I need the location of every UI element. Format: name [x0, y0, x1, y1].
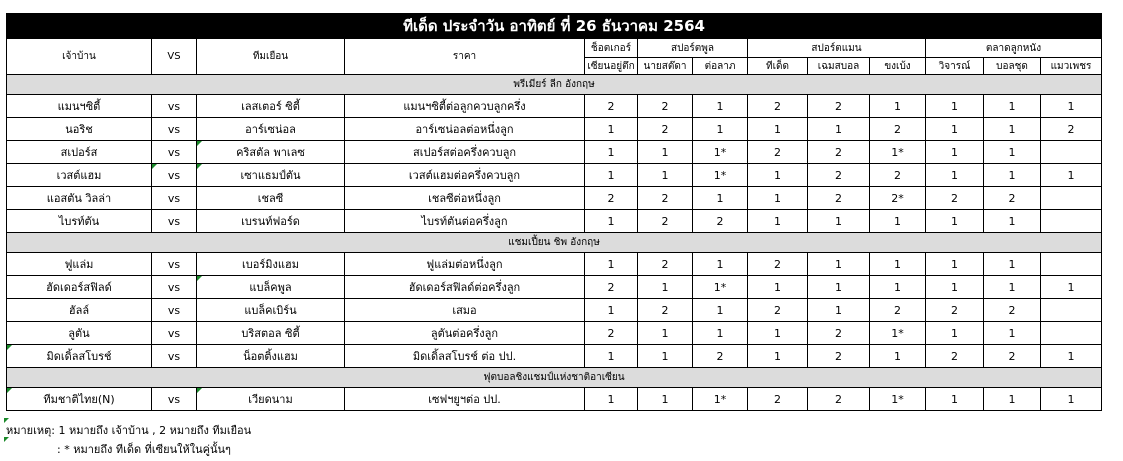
home-team: ฟูแล่ม [7, 253, 152, 276]
tip-cell: 1 [585, 345, 638, 368]
home-team: ทีมชาติไทย(N) [7, 388, 152, 411]
tip-cell: 1 [926, 141, 984, 164]
tip-cell: 1 [638, 164, 693, 187]
tip-cell: 2 [984, 345, 1041, 368]
tip-cell: 1 [808, 118, 870, 141]
tip-cell: 1 [984, 322, 1041, 345]
tip-cell: 1* [870, 141, 926, 164]
tip-cell: 2 [693, 345, 748, 368]
away-team: เบรนท์ฟอร์ด [197, 210, 345, 233]
tip-cell [1041, 187, 1102, 210]
tip-cell: 1 [870, 210, 926, 233]
away-team: เวียดนาม [197, 388, 345, 411]
price-line: อาร์เซน่อลต่อหนึ่งลูก [345, 118, 585, 141]
tip-cell: 1 [984, 164, 1041, 187]
tip-cell: 2 [585, 322, 638, 345]
tip-cell [1041, 299, 1102, 322]
tip-cell: 1 [984, 95, 1041, 118]
tip-cell: 1 [926, 388, 984, 411]
home-team: ไบรท์ตัน [7, 210, 152, 233]
tip-cell: 2 [808, 388, 870, 411]
price-line: เสมอ [345, 299, 585, 322]
tip-cell: 1 [748, 276, 808, 299]
tip-cell: 1 [585, 118, 638, 141]
header-price: ราคา [345, 39, 585, 75]
tip-cell: 1 [585, 299, 638, 322]
tip-cell: 2 [926, 299, 984, 322]
home-team: แอสตัน วิลล่า [7, 187, 152, 210]
away-team: บริสตอล ซิตี้ [197, 322, 345, 345]
match-row [7, 187, 1102, 210]
tip-cell: 2 [808, 322, 870, 345]
away-team: อาร์เซน่อล [197, 118, 345, 141]
tips-table [6, 13, 1102, 411]
tip-cell: 1* [693, 164, 748, 187]
tip-cell: 1 [748, 322, 808, 345]
vs-label: vs [152, 253, 197, 276]
vs-label: vs [152, 322, 197, 345]
page-title: ทีเด็ด ประจำวัน อาทิตย์ ที่ 26 ธันวาคม 2564 [7, 14, 1102, 39]
vs-label: vs [152, 345, 197, 368]
tip-cell: 2 [748, 253, 808, 276]
tip-cell: 1 [748, 164, 808, 187]
tip-cell: 1 [585, 164, 638, 187]
tip-cell: 1 [808, 210, 870, 233]
tip-cell: 1 [748, 345, 808, 368]
home-team: นอริช [7, 118, 152, 141]
tip-cell: 1 [1041, 345, 1102, 368]
home-team: สเปอร์ส [7, 141, 152, 164]
tip-cell: 1 [926, 95, 984, 118]
tip-cell: 2 [693, 210, 748, 233]
home-team: ฮัดเดอร์สฟิลด์ [7, 276, 152, 299]
price-line: ฟูแล่มต่อหนึ่งลูก [345, 253, 585, 276]
tip-cell: 1 [693, 322, 748, 345]
header-tipster: วิจารณ์ [926, 58, 984, 75]
tip-cell: 1 [984, 253, 1041, 276]
header-away: ทีมเยือน [197, 39, 345, 75]
price-line: เชลซีต่อหนึ่งลูก [345, 187, 585, 210]
tip-cell: 1 [1041, 276, 1102, 299]
tip-cell: 2 [638, 299, 693, 322]
price-line: ไบรท์ตันต่อครึ่งลูก [345, 210, 585, 233]
header-tipster: บอลชุด [984, 58, 1041, 75]
tip-cell [1041, 210, 1102, 233]
league-header: แชมเปี้ยน ชิพ อังกฤษ [7, 233, 1102, 253]
tip-cell: 1 [693, 95, 748, 118]
tip-cell: 2 [808, 164, 870, 187]
tip-cell: 1 [638, 322, 693, 345]
tip-cell: 2 [748, 299, 808, 322]
note-star: : * หมายถึง ทีเด็ด ที่เซียนให้ในคู่นั้นๆ [57, 443, 231, 456]
header-tipster: เซียนอยู่ตึก [585, 58, 638, 75]
tip-cell: 2 [748, 95, 808, 118]
match-row [7, 253, 1102, 276]
home-team: เวสต์แฮม [7, 164, 152, 187]
match-row [7, 95, 1102, 118]
tip-cell: 1 [926, 253, 984, 276]
tip-cell: 1 [984, 210, 1041, 233]
tip-cell: 1* [870, 388, 926, 411]
tip-cell: 2 [638, 210, 693, 233]
tip-cell: 1 [926, 210, 984, 233]
tip-cell: 1 [926, 276, 984, 299]
header-group-sportpool: สปอร์ตพูล [638, 39, 748, 58]
away-team: เลสเตอร์ ซิตี้ [197, 95, 345, 118]
tip-cell: 2 [984, 187, 1041, 210]
tip-cell: 2 [808, 141, 870, 164]
header-tipster: แมวเพชร [1041, 58, 1102, 75]
match-row [7, 141, 1102, 164]
tip-cell: 1 [808, 253, 870, 276]
away-team: แบล็คเบิร์น [197, 299, 345, 322]
price-line: มิดเดิ้ลสโบรช์ ต่อ ปป. [345, 345, 585, 368]
tip-cell: 2* [870, 187, 926, 210]
tip-cell: 1 [748, 210, 808, 233]
price-line: สเปอร์สต่อครึ่งควบลูก [345, 141, 585, 164]
tip-cell: 1 [808, 276, 870, 299]
tip-cell: 1 [693, 253, 748, 276]
tip-cell: 2 [638, 95, 693, 118]
tip-cell: 1 [638, 141, 693, 164]
header-tipster: ขงเบ้ง [870, 58, 926, 75]
tip-cell: 1 [808, 299, 870, 322]
tip-cell: 1 [585, 253, 638, 276]
match-row [7, 210, 1102, 233]
header-tipster: ต่อลาภ [693, 58, 748, 75]
vs-label: vs [152, 187, 197, 210]
price-line: ลูตันต่อครึ่งลูก [345, 322, 585, 345]
tip-cell: 2 [926, 345, 984, 368]
tip-cell: 1 [638, 345, 693, 368]
vs-label: vs [152, 95, 197, 118]
tip-cell: 1 [870, 345, 926, 368]
tip-cell: 1 [585, 141, 638, 164]
away-team: เซาแธมป์ตัน [197, 164, 345, 187]
tip-cell: 1 [638, 276, 693, 299]
tip-cell [1041, 322, 1102, 345]
home-team: ฮัลล์ [7, 299, 152, 322]
tip-cell: 2 [984, 299, 1041, 322]
tip-cell: 1 [693, 118, 748, 141]
away-team: เบอร์มิงแฮม [197, 253, 345, 276]
vs-label: vs [152, 276, 197, 299]
tip-cell: 2 [638, 118, 693, 141]
tip-cell: 1* [693, 141, 748, 164]
tip-cell: 1 [1041, 164, 1102, 187]
tip-cell: 2 [808, 95, 870, 118]
tip-cell: 2 [585, 276, 638, 299]
header-vs: VS [152, 39, 197, 75]
tip-cell: 2 [870, 299, 926, 322]
tip-cell: 2 [808, 345, 870, 368]
tip-cell: 1 [870, 276, 926, 299]
tip-cell: 2 [808, 187, 870, 210]
away-team: เชลซี [197, 187, 345, 210]
away-team: น็อตติ้งแฮม [197, 345, 345, 368]
tip-cell: 2 [870, 118, 926, 141]
tip-cell: 2 [585, 187, 638, 210]
tip-cell: 1 [585, 210, 638, 233]
league-header: พรีเมียร์ ลีก อังกฤษ [7, 75, 1102, 95]
tip-cell: 2 [748, 141, 808, 164]
tip-cell: 2 [870, 164, 926, 187]
tip-cell: 1* [870, 322, 926, 345]
away-team: แบล็คพูล [197, 276, 345, 299]
tip-cell: 1 [870, 253, 926, 276]
tip-cell: 2 [638, 253, 693, 276]
header-tipster: นายสต๊ดา [638, 58, 693, 75]
away-team: คริสตัล พาเลซ [197, 141, 345, 164]
tip-cell: 1 [748, 187, 808, 210]
tip-cell: 1 [984, 141, 1041, 164]
header-group-sportman: สปอร์ตแมน [748, 39, 926, 58]
match-row [7, 388, 1102, 411]
tip-cell: 1 [693, 187, 748, 210]
home-team: แมนฯซิตี้ [7, 95, 152, 118]
tip-cell: 1 [984, 388, 1041, 411]
tip-cell: 1 [638, 388, 693, 411]
match-row [7, 299, 1102, 322]
vs-label: vs [152, 299, 197, 322]
home-team: มิดเดิ้ลสโบรช์ [7, 345, 152, 368]
price-line: ฮัดเดอร์สฟิลด์ต่อครึ่งลูก [345, 276, 585, 299]
tip-cell: 1 [870, 95, 926, 118]
tip-cell: 1 [926, 322, 984, 345]
tip-cell: 1* [693, 388, 748, 411]
tip-cell: 1 [1041, 388, 1102, 411]
match-row [7, 345, 1102, 368]
tip-cell: 2 [638, 187, 693, 210]
tip-cell [1041, 141, 1102, 164]
header-group-football-market: ตลาดลูกหนัง [926, 39, 1102, 58]
vs-label: vs [152, 141, 197, 164]
tip-cell: 1 [984, 276, 1041, 299]
tip-cell: 1 [1041, 95, 1102, 118]
match-row [7, 276, 1102, 299]
match-row [7, 322, 1102, 345]
tip-cell: 1 [926, 164, 984, 187]
tip-cell: 1 [984, 118, 1041, 141]
league-header: ฟุตบอลชิงแชมป์แห่งชาติอาเซียน [7, 368, 1102, 388]
tip-cell [1041, 253, 1102, 276]
tip-cell: 2 [926, 187, 984, 210]
note-legend: หมายเหตุ: 1 หมายถึง เจ้าบ้าน , 2 หมายถึง ทีมเยือน [6, 424, 252, 437]
match-row [7, 164, 1102, 187]
vs-label: vs [152, 210, 197, 233]
tip-cell: 2 [1041, 118, 1102, 141]
vs-label: vs [152, 164, 197, 187]
price-line: เซฟฯยูฯต่อ ปป. [345, 388, 585, 411]
tip-cell: 1 [693, 299, 748, 322]
tip-cell: 1 [748, 118, 808, 141]
vs-label: vs [152, 388, 197, 411]
tip-cell: 1 [585, 388, 638, 411]
header-tipster: ทีเด็ด [748, 58, 808, 75]
header-home: เจ้าบ้าน [7, 39, 152, 75]
tip-cell: 1 [926, 118, 984, 141]
price-line: เวสต์แฮมต่อครึ่งควบลูก [345, 164, 585, 187]
match-row [7, 118, 1102, 141]
header-tipster: เฉมสบอล [808, 58, 870, 75]
header-group-shocker: ช็อตเกอร์ [585, 39, 638, 58]
vs-label: vs [152, 118, 197, 141]
tip-cell: 2 [748, 388, 808, 411]
home-team: ลูตัน [7, 322, 152, 345]
tip-cell: 1* [693, 276, 748, 299]
price-line: แมนฯซิตี้ต่อลูกควบลูกครึ่ง [345, 95, 585, 118]
comment-marker [4, 437, 9, 442]
tip-cell: 2 [585, 95, 638, 118]
